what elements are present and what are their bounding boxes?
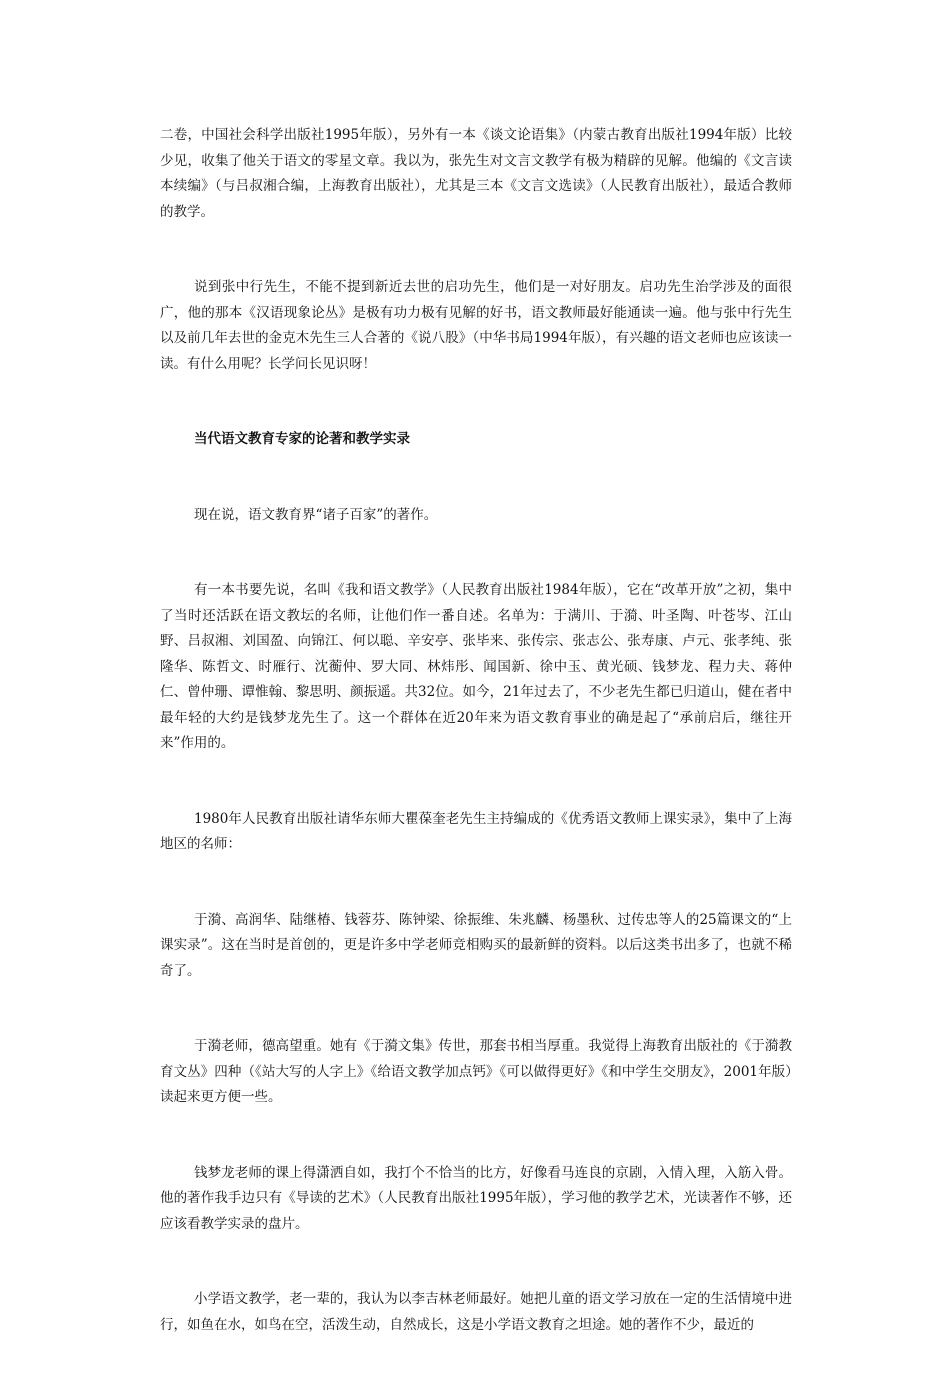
paragraph-qigong: 说到张中行先生，不能不提到新近去世的启功先生，他们是一对好朋友。启功先生治学涉及的面很广，他的那本《汉语现象论丛》是极有功力极有见解的好书，语文教师最好能通读一遍。他与张中行先生以及前几年去世的金克木先生三人合著的《说八股》（中华书局1994年版），有兴趣的语文老师也应该读一读。有什么用呢？长学问长见识呀！: [160, 279, 792, 372]
paragraph-qian-menglong: 钱梦龙老师的课上得潇洒自如，我打个不恰当的比方，好像看马连良的京剧，入情入理，入筋入骨。他的著作我手边只有《导读的艺术》（人民教育出版社1995年版），学习他的教学艺术，光读著作不够，还应该看教学实录的盘片。: [160, 1164, 792, 1232]
paragraph-li-jilin: 小学语文教学，老一辈的，我认为以李吉林老师最好。她把儿童的语文学习放在一定的生活情境中进行，如鱼在水，如鸟在空，活泼生动，自然成长，这是小学语文教育之坦途。她的著作不少，最近的: [160, 1291, 792, 1333]
paragraph-zhang-books: 二卷，中国社会科学出版社1995年版），另外有一本《谈文论语集》（内蒙古教育出版社1994年版）比较少见，收集了他关于语文的零星文章。我以为，张先生对文言文教学有极为精辟的见解。他编的《文言读本续编》（与吕叔湘合编，上海教育出版社），尤其是三本《文言文选读》（人民教育出版社），最适合教师的教学。: [160, 127, 792, 220]
paragraph-shanghai-1980: 1980年人民教育出版社请华东师大瞿葆奎老先生主持编成的《优秀语文教师上课实录》，集中了上海地区的名师：: [160, 810, 792, 852]
document-body: [160, 123, 792, 1388]
paragraph-shanghai-teachers: 于漪、高润华、陆继椿、钱蓉芬、陈钟梁、徐振维、朱兆麟、杨墨秋、过传忠等人的25篇课文的“上课实录”。这在当时是首创的，更是许多中学老师竞相购买的最新鲜的资料。以后这类书出多了，也就不稀奇了。: [160, 911, 792, 979]
paragraph-intro: 现在说，语文教育界“诸子百家”的著作。: [194, 506, 438, 523]
paragraph-yu-yi: 于漪老师，德高望重。她有《于漪文集》传世，那套书相当厚重。我觉得上海教育出版社的《于漪教育文丛》四种（《站大写的人字上》《给语文教学加点钙》《可以做得更好》《和中学生交朋友》，2001年版）读起来更方便一些。: [160, 1038, 792, 1105]
paragraph-wo-he-yuwen: 有一本书要先说，名叫《我和语文教学》（人民教育出版社1984年版），它在“改革开放”之初，集中了当时还活跃在语文教坛的名师，让他们作一番自述。名单为：于满川、于漪、叶圣陶、叶苍岑、江山野、吕叔湘、刘国盈、向锦江、何以聪、辛安亭、张毕来、张传宗、张志公、张寿康、卢元、张孝纯、张隆华、陈哲文、时雁行、沈蘅仲、罗大同、林炜彤、闻国新、徐中玉、黄光硕、钱梦龙、程力夫、蒋仲仁、曾仲珊、谭惟翰、黎思明、颜振遥。共32位。如今，21年过去了，不少老先生都已归道山，健在者中最年轻的大约是钱梦龙先生了。这一个群体在近20年来为语文教育事业的确是起了“承前启后，继往开来”作用的。: [160, 582, 792, 751]
section-heading: 当代语文教育专家的论著和教学实录: [194, 431, 410, 447]
